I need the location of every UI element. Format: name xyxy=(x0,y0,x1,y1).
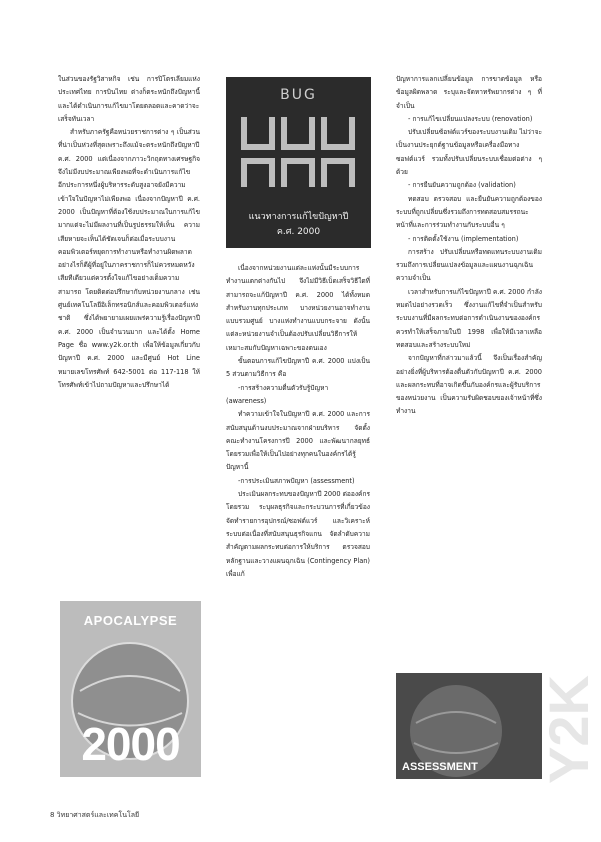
paragraph: เวลาสำหรับการแก้ไขปัญหาปี ค.ศ. 2000 กำลังหมดไปอย่างรวดเร็ว ซึ่งงานแก้ไขที่จำเป็นสำหรับระบบงานที่มีผลกระทบต่อการดำเนินงานขององค์กรควรทำให้เสร็จภายในปี 1998 เพื่อให้มีเวลาเหลือทดสอบและสร้างระบบใหม่ xyxy=(396,287,542,349)
list-heading: -การประเมินสภาพปัญหา (assessment) xyxy=(238,476,355,485)
paragraph: ทดสอบ ตรวจสอบ และยืนยันความถูกต้องของระบบที่ถูกเปลี่ยนซึ่งรวมถึงการทดสอบสมรรถนะ หน้าที่และการร่วมทำงานกับระบบอื่น ๆ xyxy=(396,194,542,230)
apocalypse-2000-illustration xyxy=(60,601,201,777)
list-heading: - การยืนยันความถูกต้อง (validation) xyxy=(408,181,516,190)
apocalypse-year: 2000 xyxy=(81,718,180,770)
paragraph: ประเมินผลกระทบของปัญหาปี 2000 ต่อองค์กรโดยรวม ระบุผลธุรกิจและกระบวนการที่เกี่ยวข้อง จัดทำรายการอุปกรณ์/ซอฟต์แวร์ และวิเคราะห์ระบบต่อเนื่องที่สนับสนุนธุรกิจแกน จัดลำดับความสำคัญตามผลกระทบต่อการให้บริการ ตรวจสอบหลักฐานและวางแผนฉุกเฉิน (Contingency Plan) เพื่อแก้ xyxy=(226,490,370,578)
paragraph: ปรับเปลี่ยนซ้อฟต์แวร์ของระบบงานเดิม ไม่ว่าจะเป็นงานประยุกต์ฐานข้อมูลหรือเครื่องมือทางซอฟต์แวร์ รวมทั้งปรับเปลี่ยนระบบเชื่อมต่อต่าง ๆ ด้วย xyxy=(396,128,542,177)
list-heading: - การแก้ไขเปลี่ยนแปลงระบบ (renovation) xyxy=(408,114,533,123)
paragraph: เนื่องจากหน่วยงานแต่ละแห่งนั้นมีระบบการทำงานแตกต่างกันไป จึงไม่มีวิธีเบ็ดเสร็จวิธีใดที่สามารถจะแก้ปัญหาปี ค.ศ. 2000 ได้ทั้งหมดสำหรับงานทุกประเภท บางหน่วยงานอาจทำงานแบบรวมศูนย์ บางแห่งทำงานแบบกระจาย ดังนั้นแต่ละหน่วยงานจำเป็นต้องปรับเปลี่ยนวิธีการให้เหมาะสมกับปัญหาเฉพาะของตนเอง xyxy=(226,264,370,352)
apocalypse-title: APOCALYPSE xyxy=(83,613,178,628)
page-footer: 8 วิทยาศาสตร์และเทคโนโลยี xyxy=(50,811,140,819)
list-heading: -การสร้างความตื่นตัวรับรู้ปัญหา (awareness) xyxy=(226,383,329,405)
assessment-label: ASSESSMENT xyxy=(402,761,478,773)
section-heading: แนวทางการแก้ไขปัญหาปี xyxy=(248,212,349,222)
paragraph: ขั้นตอนการแก้ไขปัญหาปี ค.ศ. 2000 แบ่งเป็น 5 ส่วนตามวิธีการ คือ xyxy=(226,357,370,379)
column-2 xyxy=(226,262,370,581)
column-3 xyxy=(396,73,542,419)
calendar-tiles-graphic xyxy=(234,87,363,209)
bug-illustration xyxy=(226,77,371,248)
bug-label: BUG xyxy=(280,87,317,103)
column-1 xyxy=(58,73,200,392)
paragraph: จากปัญหาที่กล่าวมาแล้วนี้ จึงเป็นเรื่องสำคัญอย่างยิ่งที่ผู้บริหารต้องตื่นตัวกับปัญหาปี ค.ศ. 2000 และผลกระทบที่อาจเกิดขึ้นกับองค์กรและผู้รับบริการของหน่วยงาน เป็นความรับผิดชอบของเจ้าหน้าที่ซึ่งทำงาน xyxy=(396,354,542,416)
paragraph: ปัญหาการแลกเปลี่ยนข้อมูล การขาดข้อมูล หรือข้อมูลผิดพลาด ระบุและจัดหาทรัพยากรต่าง ๆ ที่จำเป็น xyxy=(396,75,542,110)
paragraph: ในส่วนของรัฐวิสาหกิจ เช่น การปิโตรเลียมแห่งประเทศไทย การบินไทย ต่างก็ตระหนักถึงปัญหานี้และได้ดำเนินการแก้ไขมาโดยตลอดและคาดว่าจะเสร็จทันเวลา xyxy=(58,75,200,123)
paragraph: ทำความเข้าใจในปัญหาปี ค.ศ. 2000 และการสนับสนุนด้านงบประมาณจากฝ่ายบริหาร จัดตั้งคณะทำงานโครงการปี 2000 และพัฒนากลยุทธ์โดยรวมเพื่อให้เป็นไปอย่างทุกคนในองค์กรได้รู้ปัญหานี้ xyxy=(226,410,370,472)
section-heading-sub: ค.ศ. 2000 xyxy=(276,227,321,237)
paragraph: การสร้าง ปรับเปลี่ยนหรือทดแทนระบบงานเดิม รวมถึงการเปลี่ยนแปลงข้อมูลและแผนงานฉุกเฉินความจำเป็น xyxy=(396,247,542,283)
paragraph: สำหรับภาครัฐคือหน่วยราชการต่าง ๆ เป็นส่วนที่น่าเป็นห่วงที่สุดเพราะถึงแม้จะตระหนักถึงปัญหาปี ค.ศ. 2000 แต่เนื่องจากภาวะวิกฤตทางเศรษฐกิจ จึงไม่มีงบประมาณเพียงพอที่จะดำเนินการแก้ไข อีกประการหนึ่งผู้บริหารระดับสูงอาจยังมีความเข้าใจในปัญหาไม่เพียงพอ เนื่องจากปัญหาปี ค.ศ. 2000 เป็นปัญหาที่ต้องใช้งบประมาณในการแก้ไขมากแต่จะไม่มีผลงานที่เป็นรูปธรรมให้เห็น ความเสียหายจะเห็นได้ชัดเจนก็ต่อเมื่อระบบงานคอมพิวเตอร์หยุดการทำงานหรือทำงานผิดพลาด อย่างไรก็ดีผู้ที่อยู่ในภาคราชการก็ไม่ควรหมดหวังเสียทีเดียวแต่ควรตั้งใจแก้ไขอย่างเต็มความสามารถ โดยติดต่อปรึกษากับหน่วยงานกลาง เช่น ศูนย์เทคโนโลยีอิเล็กทรอนิกส์และคอมพิวเตอร์แห่งชาติ ซึ่งได้พยายามเผยแพร่ความรู้เรื่องปัญหาปี ค.ศ. 2000 เป็นจำนวนมาก และได้ตั้ง Home Page ชื่อ www.y2k.or.th เพื่อให้ข้อมูลเกี่ยวกับปัญหาปี ค.ศ. 2000 และมีศูนย์ Hot Line หมายเลขโทรศัพท์ 642-5001 ต่อ 117-118 ให้โทรศัพท์เข้าไปถามปัญหาและปรึกษาได้ xyxy=(58,128,200,389)
y2k-assessment-illustration xyxy=(396,673,600,784)
y2k-title: Y2K xyxy=(537,675,600,784)
list-heading: - การติดตั้งใช้งาน (implementation) xyxy=(408,234,519,243)
